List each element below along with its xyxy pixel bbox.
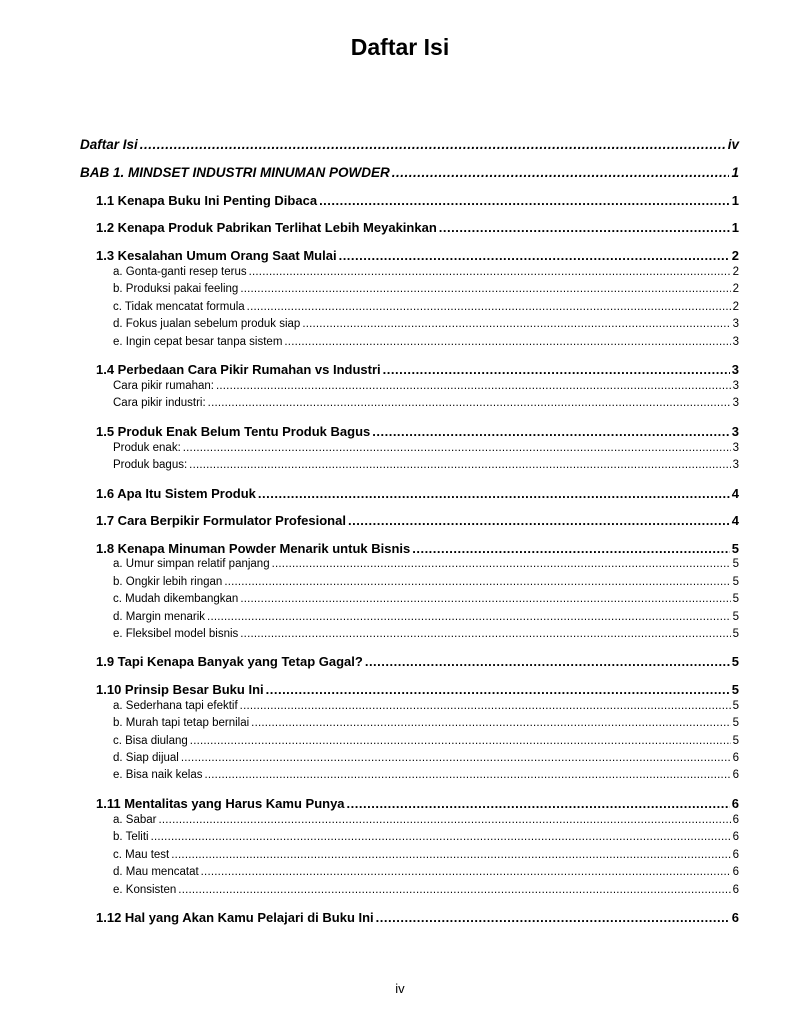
toc-entry-page: 6 — [731, 796, 739, 811]
toc-dot-leader — [140, 137, 726, 152]
toc-entry-label: BAB 1. MINDSET INDUSTRI MINUMAN POWDER — [80, 165, 390, 180]
toc-entry-label: b. Produksi pakai feeling — [113, 283, 239, 295]
toc-dot-leader — [190, 735, 731, 747]
toc-entry-page: 2 — [732, 283, 739, 295]
toc-entry-page: 3 — [731, 362, 739, 377]
toc-dot-leader — [207, 611, 731, 623]
toc-subsection-entry[interactable] — [113, 593, 739, 605]
toc-dot-leader — [151, 831, 731, 843]
toc-entry-page: 5 — [732, 628, 739, 640]
toc-dot-leader — [240, 593, 730, 605]
toc-dot-leader — [372, 424, 730, 439]
toc-entry-page: iv — [727, 137, 739, 152]
toc-subsection-entry[interactable] — [113, 611, 739, 623]
toc-entry-label: 1.10 Prinsip Besar Buku Ini — [96, 682, 264, 697]
toc-section-entry[interactable] — [96, 513, 739, 528]
toc-subsection-entry[interactable] — [113, 397, 739, 409]
toc-entry-page: 2 — [732, 301, 739, 313]
toc-dot-leader — [205, 769, 731, 781]
toc-entry-page: 2 — [731, 248, 739, 263]
toc-entry-page: 4 — [731, 513, 739, 528]
toc-dot-leader — [258, 486, 730, 501]
toc-entry-label: e. Bisa naik kelas — [113, 769, 203, 781]
toc-entry-label: d. Margin menarik — [113, 611, 206, 623]
toc-subsection-entry[interactable] — [113, 576, 739, 588]
toc-entry-label: b. Ongkir lebih ringan — [113, 576, 223, 588]
toc-dot-leader — [319, 193, 730, 208]
toc-section-entry[interactable] — [96, 486, 739, 501]
toc-entry-page: 6 — [732, 752, 739, 764]
toc-section-entry[interactable] — [96, 424, 739, 439]
toc-dot-leader — [181, 752, 731, 764]
toc-subsection-entry[interactable] — [113, 700, 739, 712]
toc-entry-label: Daftar Isi — [80, 137, 138, 152]
toc-entry-label: c. Mau test — [113, 849, 170, 861]
toc-entry-label: a. Gonta-ganti resep terus — [113, 266, 247, 278]
toc-entry-page: 1 — [731, 165, 739, 180]
toc-subsection-entry[interactable] — [113, 735, 739, 747]
toc-subsection-entry[interactable] — [113, 459, 739, 471]
toc-entry-page: 3 — [732, 380, 739, 392]
toc-subsection-entry[interactable] — [113, 558, 739, 570]
toc-entry-label: d. Siap dijual — [113, 752, 179, 764]
toc-dot-leader — [183, 442, 731, 454]
toc-entry-label: e. Konsisten — [113, 884, 177, 896]
toc-entry-label: Produk enak: — [113, 442, 181, 454]
toc-dot-leader — [240, 700, 731, 712]
toc-entry-page: 5 — [732, 611, 739, 623]
toc-entry-page: 6 — [732, 866, 739, 878]
toc-subsection-entry[interactable] — [113, 752, 739, 764]
toc-section-entry[interactable] — [96, 654, 739, 669]
toc-dot-leader — [240, 628, 730, 640]
toc-entry-label: Cara pikir industri: — [113, 397, 206, 409]
toc-entry-page: 6 — [732, 849, 739, 861]
toc-dot-leader — [272, 558, 731, 570]
toc-entry-page: 3 — [732, 318, 739, 330]
toc-entry-label: b. Teliti — [113, 831, 149, 843]
toc-dot-leader — [178, 884, 730, 896]
toc-entry-label: 1.2 Kenapa Produk Pabrikan Terlihat Lebih Meyakinkan — [96, 220, 437, 235]
toc-subsection-entry[interactable] — [113, 866, 739, 878]
toc-entry-page: 6 — [731, 910, 739, 925]
toc-entry-page: 6 — [732, 769, 739, 781]
toc-subsection-entry[interactable] — [113, 380, 739, 392]
toc-entry-label: a. Sabar — [113, 814, 157, 826]
toc-entry-label: Cara pikir rumahan: — [113, 380, 214, 392]
toc-entry-page: 3 — [732, 442, 739, 454]
toc-entry-label: e. Ingin cepat besar tanpa sistem — [113, 336, 283, 348]
toc-section-entry[interactable] — [96, 248, 739, 263]
toc-entry-label: 1.4 Perbedaan Cara Pikir Rumahan vs Industri — [96, 362, 381, 377]
toc-section-entry[interactable] — [96, 220, 739, 235]
toc-entry-page: 5 — [731, 541, 739, 556]
toc-subsection-entry[interactable] — [113, 318, 739, 330]
toc-entry-page: 5 — [732, 593, 739, 605]
toc-entry-page: 3 — [732, 336, 739, 348]
toc-entry-page: 5 — [732, 700, 739, 712]
toc-entry-page: 3 — [732, 397, 739, 409]
toc-subsection-entry[interactable] — [113, 283, 739, 295]
toc-entry-label: 1.11 Mentalitas yang Harus Kamu Punya — [96, 796, 345, 811]
toc-dot-leader — [365, 654, 730, 669]
toc-dot-leader — [216, 380, 731, 392]
toc-chapter-entry[interactable] — [80, 137, 739, 152]
toc-entry-label: d. Fokus jualan sebelum produk siap — [113, 318, 301, 330]
toc-subsection-entry[interactable] — [113, 336, 739, 348]
toc-section-entry[interactable] — [96, 541, 739, 556]
toc-entry-label: 1.8 Kenapa Minuman Powder Menarik untuk Bisnis — [96, 541, 411, 556]
toc-dot-leader — [348, 513, 730, 528]
toc-dot-leader — [251, 717, 730, 729]
toc-chapter-entry[interactable] — [80, 165, 739, 180]
toc-entry-page: 6 — [732, 814, 739, 826]
toc-entry-page: 1 — [731, 193, 739, 208]
toc-dot-leader — [247, 301, 731, 313]
toc-entry-page: 5 — [732, 576, 739, 588]
toc-subsection-entry[interactable] — [113, 628, 739, 640]
toc-section-entry[interactable] — [96, 193, 739, 208]
toc-entry-page: 1 — [731, 220, 739, 235]
toc-entry-page: 6 — [732, 884, 739, 896]
toc-entry-label: a. Umur simpan relatif panjang — [113, 558, 270, 570]
toc-dot-leader — [412, 541, 730, 556]
toc-dot-leader — [189, 459, 730, 471]
page-title: Daftar Isi — [350, 34, 450, 60]
toc-dot-leader — [158, 814, 730, 826]
toc-dot-leader — [224, 576, 730, 588]
toc-dot-leader — [240, 283, 730, 295]
toc-dot-leader — [383, 362, 730, 377]
toc-dot-leader — [201, 866, 731, 878]
toc-subsection-entry[interactable] — [113, 884, 739, 896]
toc-subsection-entry[interactable] — [113, 769, 739, 781]
toc-entry-page: 3 — [731, 424, 739, 439]
toc-subsection-entry[interactable] — [113, 814, 739, 826]
toc-subsection-entry[interactable] — [113, 831, 739, 843]
toc-subsection-entry[interactable] — [113, 266, 739, 278]
toc-section-entry[interactable] — [96, 796, 739, 811]
toc-dot-leader — [339, 248, 730, 263]
toc-entry-label: Produk bagus: — [113, 459, 188, 471]
toc-subsection-entry[interactable] — [113, 442, 739, 454]
toc-section-entry[interactable] — [96, 682, 739, 697]
toc-entry-page: 5 — [732, 558, 739, 570]
toc-dot-leader — [171, 849, 730, 861]
toc-dot-leader — [376, 910, 730, 925]
toc-entry-page: 6 — [732, 831, 739, 843]
toc-dot-leader — [439, 220, 730, 235]
toc-section-entry[interactable] — [96, 362, 739, 377]
toc-entry-label: e. Fleksibel model bisnis — [113, 628, 239, 640]
toc-entry-label: 1.7 Cara Berpikir Formulator Profesional — [96, 513, 346, 528]
toc-entry-label: c. Tidak mencatat formula — [113, 301, 245, 313]
toc-entry-label: d. Mau mencatat — [113, 866, 199, 878]
toc-entry-label: 1.9 Tapi Kenapa Banyak yang Tetap Gagal? — [96, 654, 363, 669]
toc-entry-page: 3 — [732, 459, 739, 471]
toc-entry-label: 1.1 Kenapa Buku Ini Penting Dibaca — [96, 193, 318, 208]
toc-entry-label: 1.5 Produk Enak Belum Tentu Produk Bagus — [96, 424, 371, 439]
toc-entry-page: 5 — [732, 735, 739, 747]
toc-entry-label: c. Bisa diulang — [113, 735, 188, 747]
toc-entry-label: 1.6 Apa Itu Sistem Produk — [96, 486, 256, 501]
toc-dot-leader — [249, 266, 731, 278]
toc-entry-page: 5 — [732, 717, 739, 729]
toc-dot-leader — [302, 318, 730, 330]
toc-dot-leader — [266, 682, 730, 697]
toc-dot-leader — [347, 796, 730, 811]
toc-dot-leader — [284, 336, 730, 348]
toc-entry-label: b. Murah tapi tetap bernilai — [113, 717, 250, 729]
toc-section-entry[interactable] — [96, 910, 739, 925]
toc-subsection-entry[interactable] — [113, 301, 739, 313]
toc-dot-leader — [392, 165, 730, 180]
toc-dot-leader — [208, 397, 731, 409]
toc-subsection-entry[interactable] — [113, 849, 739, 861]
toc-entry-page: 5 — [731, 654, 739, 669]
toc-entry-label: 1.3 Kesalahan Umum Orang Saat Mulai — [96, 248, 337, 263]
toc-entry-label: a. Sederhana tapi efektif — [113, 700, 238, 712]
toc-entry-page: 2 — [732, 266, 739, 278]
toc-entry-page: 4 — [731, 486, 739, 501]
toc-entry-label: c. Mudah dikembangkan — [113, 593, 239, 605]
toc-subsection-entry[interactable] — [113, 717, 739, 729]
page-number: iv — [395, 981, 405, 996]
toc-entry-label: 1.12 Hal yang Akan Kamu Pelajari di Buku Ini — [96, 910, 374, 925]
toc-entry-page: 5 — [731, 682, 739, 697]
